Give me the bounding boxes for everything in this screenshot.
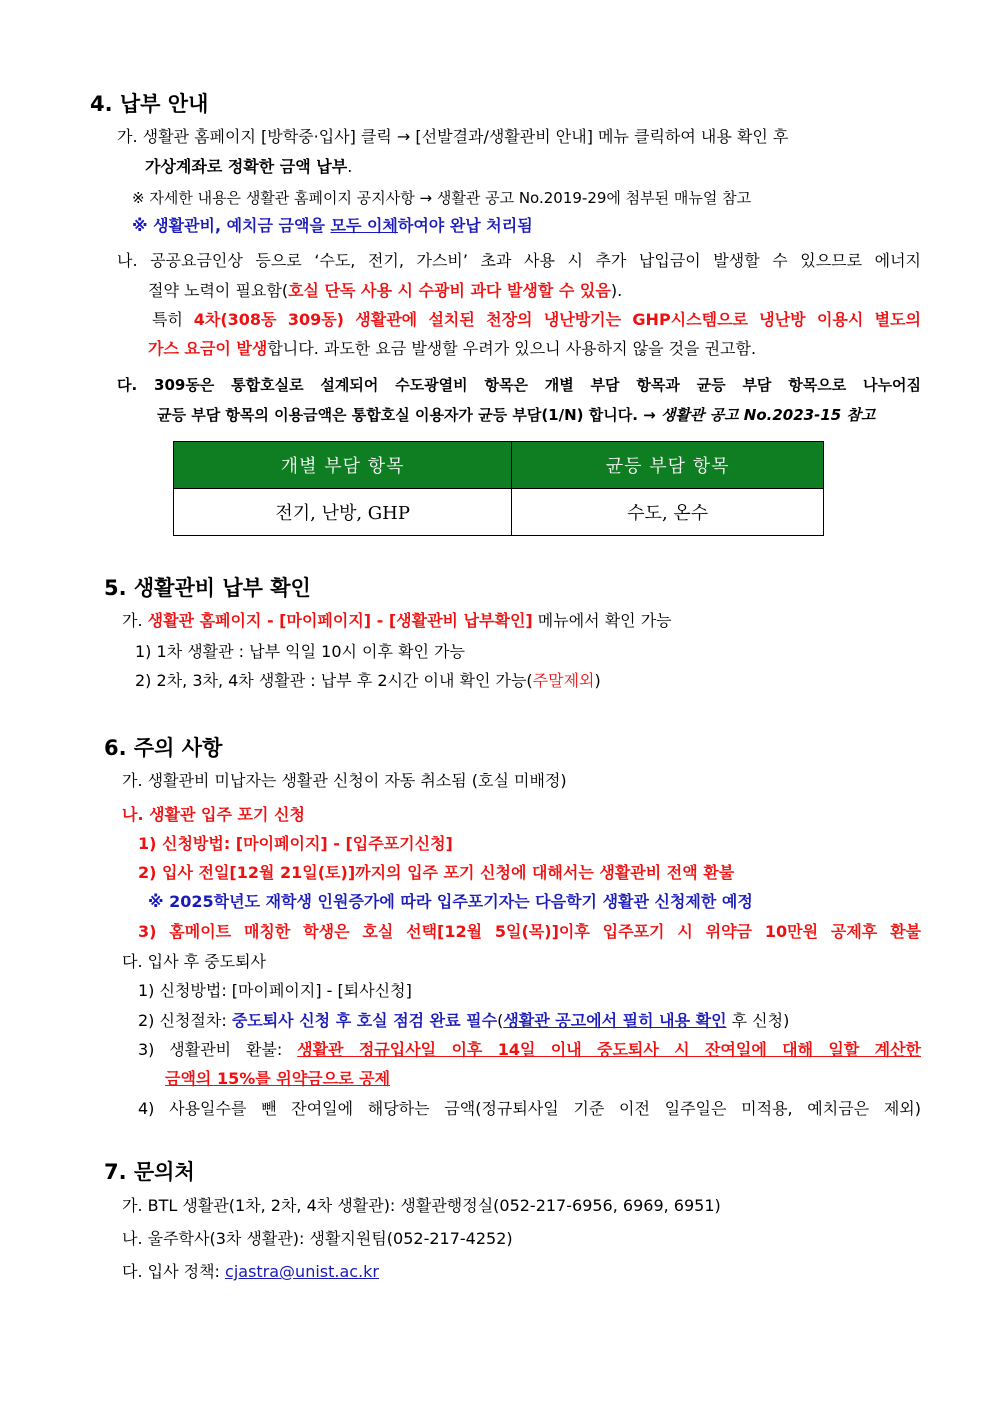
s6-item-c3-red: 생활관 정규입사일 이후 14일 이내 중도퇴사 시 잔여일에 대해 일할 계산한 [297, 1040, 921, 1059]
s5-subitem-1: 1) 1차 생활관 : 납부 익일 10시 이후 확인 가능 [135, 642, 465, 661]
s4-item-b-line4 [148, 339, 756, 359]
s5-subitem-2-post: ) [594, 671, 601, 690]
cost-table-header-row [174, 442, 824, 489]
s4-item-c-line1: 다. 309동은 통합호실로 설계되어 수도광열비 항목은 개별 부담 항목과 균등 부담 항목으로 나누어짐 [117, 376, 921, 394]
s4-item-a-line1: 가. 생활관 홈페이지 [방학중·입사] 클릭 → [선발결과/생활관비 안내] 메뉴 클릭하여 내용 확인 후 [117, 127, 789, 146]
s4-item-b-red: 호실 단독 사용 시 수광비 과다 발생할 수 있음 [288, 281, 611, 300]
s6-item-b-3: 3) 홈메이트 매칭한 학생은 호실 선택[12월 5일(목)]이후 입주포기 시 위약금 10만원 공제후 환불 [138, 922, 921, 941]
s6-item-b-note: ※ 2025학년도 재학생 인원증가에 따라 입주포기자는 다음학기 생활관 신청제한 예정 [148, 892, 753, 911]
s4-item-b-line2 [148, 281, 622, 301]
s5-subitem-2-red: 주말제외 [532, 671, 595, 690]
s6-item-c3-pre: 3) 생활관비 환불: [138, 1040, 298, 1059]
s6-item-c2-blue: 중도퇴사 신청 후 호실 점검 완료 필수 [231, 1011, 498, 1030]
s4-item-c-line2 [157, 405, 875, 425]
s6-item-c-3-line2: 금액의 15%를 위약금으로 공제 [165, 1069, 391, 1088]
s4-item-b4-post: 합니다. 과도한 요금 발생할 우려가 있으니 사용하지 않을 것을 권고함. [267, 339, 757, 358]
s4-note-2-pre: ※ 생활관비, 예치금 금액을 [132, 216, 331, 235]
s6-item-c-4: 4) 사용일수를 뺀 잔여일에 해당하는 금액(정규퇴사일 기준 이전 일주일은 미적용, 예치금은 제외) [138, 1099, 921, 1118]
s6-item-c2-pre: 2) 신청절차: [138, 1011, 232, 1030]
s4-item-c2-italic: 생활관 공고 No.2023-15 참고 [660, 406, 876, 424]
s5-item-a-pre: 가. [122, 611, 148, 630]
s4-note-1: ※ 자세한 내용은 생활관 홈페이지 공지사항 → 생활관 공고 No.2019-29에 첨부된 매뉴얼 참고 [132, 189, 752, 207]
s4-item-b-post: ). [610, 281, 623, 300]
cost-table [173, 441, 824, 536]
s6-item-b-2: 2) 입사 전일[12월 21일(토)]까지의 입주 포기 신청에 대해서는 생활관비 전액 환불 [138, 863, 735, 882]
s6-item-b: 나. 생활관 입주 포기 신청 [122, 805, 305, 824]
s4-item-a-line2 [145, 157, 352, 177]
s6-item-c-2 [138, 1011, 789, 1031]
s7-item-c [122, 1262, 379, 1282]
section-5-title: 5. 생활관비 납부 확인 [104, 576, 311, 600]
s7-item-a: 가. BTL 생활관(1차, 2차, 4차 생활관): 생활관행정실(052-217-6956, 6969, 6951) [122, 1196, 721, 1215]
s4-item-b-line3 [152, 310, 921, 330]
cost-table-row [174, 489, 824, 536]
s4-item-a-bold: 가상계좌로 정확한 금액 납부 [145, 157, 348, 176]
s5-subitem-2 [135, 671, 601, 691]
s6-item-c2-mid: ( [497, 1011, 504, 1030]
s4-note-2-underline: 모두 이체 [330, 216, 398, 235]
s4-item-a-end: . [347, 157, 353, 176]
s6-item-b-1: 1) 신청방법: [마이페이지] - [입주포기신청] [138, 834, 453, 853]
s7-item-c-pre: 다. 입사 정책: [122, 1262, 226, 1281]
cost-table-header-shared: 균등 부담 항목 [512, 442, 824, 489]
contact-email-link[interactable]: cjastra@unist.ac.kr [225, 1262, 380, 1281]
section-4-title: 4. 납부 안내 [90, 92, 209, 116]
cost-table-cell-individual: 전기, 난방, GHP [174, 489, 512, 536]
s4-item-b3-pre: 특히 [152, 310, 194, 329]
s4-note-2-post: 하여야 완납 처리됨 [397, 216, 533, 235]
s4-note-2 [132, 216, 533, 236]
s5-item-a-red: 생활관 홈페이지 - [마이페이지] - [생활관비 납부확인] [147, 611, 533, 630]
s6-item-c2-blue-underline: 생활관 공고에서 필히 내용 확인 [503, 1011, 727, 1030]
s5-item-a [122, 611, 672, 631]
s6-item-c2-post: 후 신청) [726, 1011, 790, 1030]
s6-item-c: 다. 입사 후 중도퇴사 [122, 952, 266, 971]
s6-item-c-3 [138, 1040, 921, 1060]
s4-item-b3-red: 4차(308동 309동) 생활관에 설치된 천장의 냉난방기는 GHP시스템으로 냉난방 이용시 별도의 [193, 310, 922, 329]
s6-item-c-1: 1) 신청방법: [마이페이지] - [퇴사신청] [138, 981, 412, 1000]
section-7-title: 7. 문의처 [104, 1160, 195, 1184]
s4-item-b4-red: 가스 요금이 발생 [148, 339, 268, 358]
s5-item-a-post: 메뉴에서 확인 가능 [532, 611, 672, 630]
s6-item-a: 가. 생활관비 미납자는 생활관 신청이 자동 취소됨 (호실 미배정) [122, 771, 567, 790]
s7-item-b: 나. 울주학사(3차 생활관): 생활지원팀(052-217-4252) [122, 1229, 513, 1248]
s4-item-b-pre: 절약 노력이 필요함( [148, 281, 289, 300]
cost-table-header-individual: 개별 부담 항목 [174, 442, 512, 489]
s4-item-c2-text: 균등 부담 항목의 이용금액은 통합호실 이용자가 균등 부담(1/N) 합니다. → [157, 406, 661, 424]
s5-subitem-2-pre: 2) 2차, 3차, 4차 생활관 : 납부 후 2시간 이내 확인 가능( [135, 671, 533, 690]
s4-item-b-line1: 나. 공공요금인상 등으로 ‘수도, 전기, 가스비’ 초과 사용 시 추가 납입금이 발생할 수 있으므로 에너지 [117, 251, 921, 270]
cost-table-cell-shared: 수도, 온수 [512, 489, 824, 536]
section-6-title: 6. 주의 사항 [104, 736, 223, 760]
